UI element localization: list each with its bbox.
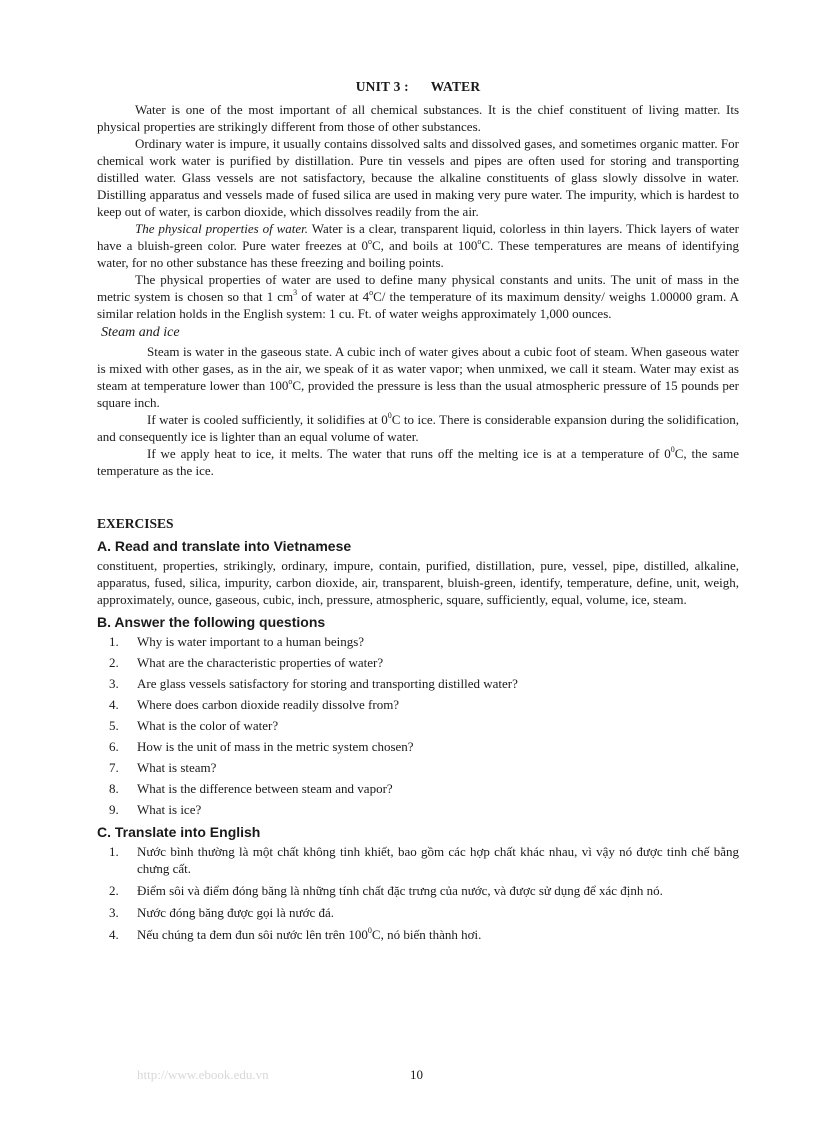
unit-label: UNIT 3 : <box>355 79 409 94</box>
question-item: 7. What is steam? <box>109 760 217 775</box>
steam-paragraph-1: Steam is water in the gaseous state. A cubic inch of water gives about a cubic foot of steam. When gaseous water is mixed with other gases, as in the air, we speak of it as water vapor; when unmixed, we call it steam. Water may exist as steam at temperature lower than 100$^o$C, provided the pressure is less than the usual atmospheric pressure of 15 pounds per square inch. <box>97 344 739 410</box>
steam-paragraph-3: If we apply heat to ice, it melts. The water that runs off the melting ice is at a temperature of $0^0C$, the same temperature as the ice. <box>97 444 740 478</box>
translation-item: 3. Nước đóng băng được gọi là nước đá. <box>109 905 334 920</box>
translation-item: 1. Nước bình thường là một chất không tinh khiết, bao gồm các hợp chất khác nhau, vì vậy nó được tinh chế bằng chưng cất. <box>109 844 739 876</box>
question-item: 5. What is the color of water? <box>109 718 279 733</box>
exercises-heading: EXERCISES <box>97 516 174 531</box>
section-a-heading: A. Read and translate into Vietnamese <box>97 538 352 554</box>
intro-paragraph-2: Ordinary water is impure, it usually contains dissolved salts and dissolved gases, and sometimes organic matter. For chemical work water is purified by distillation. Pure tin vessels and pipes are often used for storing and transporting distilled water. Glass vessels are not satisfactory, because the alkaline constituents of glass slowly dissolve in water. Distilling apparatus and vessels made of fused silica are used in making very pure water. The impurity, which is hardest to keep out of water, is carbon dioxide, which dissolves readily from the air. <box>97 136 739 219</box>
translation-item: 2. Điểm sôi và điểm đóng băng là những tính chất đặc trưng của nước, và được sử dụng để xác định nó. <box>109 883 663 898</box>
section-c-heading: C. Translate into English <box>97 824 261 840</box>
physical-properties-paragraph: The physical properties of water. Water is a clear, transparent liquid, colorless in thin layers. Thick layers of water have a bluish-green color. Pure water freezes at 0$^o$C, and boils at 100$^o$C. These temperatures are means of identifying water, for no other substance has these freezing and boiling points. <box>97 221 739 270</box>
unit-title <box>97 78 739 95</box>
physical-properties-lead: The physical properties of water. <box>135 221 309 236</box>
question-item: 1. Why is water important to a human beings? <box>109 634 365 649</box>
question-item: 6. How is the unit of mass in the metric system chosen? <box>109 739 414 754</box>
vocabulary-list: constituent, properties, strikingly, ordinary, impure, contain, purified, distillation, pure, vessel, pipe, distilled, alkaline, apparatus, fused, silica, impurity, carbon dioxide, air, transparent, bluish-green, identify, temperature, define, unit, weigh, approximately, ounce, gaseous, cubic, inch, pressure, atmospheric, square, sufficiently, equal, volume, ice, steam. <box>97 558 739 607</box>
page-number: 10 <box>410 1067 423 1082</box>
intro-paragraph-1: Water is one of the most important of all chemical substances. It is the chief constituent of living matter. Its physical properties are strikingly different from those of other substances. <box>97 102 739 134</box>
steam-and-ice-heading: Steam and ice <box>101 325 180 340</box>
translation-list <box>97 843 739 943</box>
unit-topic: WATER <box>430 79 481 94</box>
units-paragraph: The physical properties of water are used to define many physical constants and units. The unit of mass in the metric system is chosen so that 1 $cm^3$ of water at 4$^o$C/ the temperature of its maximum density/ weighs 1.00000 gram. A similar relation holds in the English system: 1 cu. Ft. of water weighs approximately 1,000 ounces. <box>97 272 739 321</box>
question-item: 4. Where does carbon dioxide readily dissolve from? <box>109 697 400 712</box>
question-list <box>97 633 739 818</box>
steam-paragraph-2: If water is cooled sufficiently, it solidifies at $0^0C$ to ice. There is considerable expansion during the solidification, and consequently ice is lighter than an equal volume of water. <box>97 410 739 444</box>
question-item: 8. What is the difference between steam and vapor? <box>109 781 393 796</box>
section-b-heading: B. Answer the following questions <box>97 614 326 630</box>
page-content <box>97 78 739 948</box>
footer-watermark-url: http://www.ebook.edu.vn <box>137 1067 269 1082</box>
question-item: 3. Are glass vessels satisfactory for storing and transporting distilled water? <box>109 676 518 691</box>
question-item: 9. What is ice? <box>109 802 202 817</box>
translation-item: 4. Nếu chúng ta đem đun sôi nước lên trên $100^0C$, nó biến thành hơi. <box>109 925 482 942</box>
question-item: 2. What are the characteristic properties of water? <box>109 655 384 670</box>
